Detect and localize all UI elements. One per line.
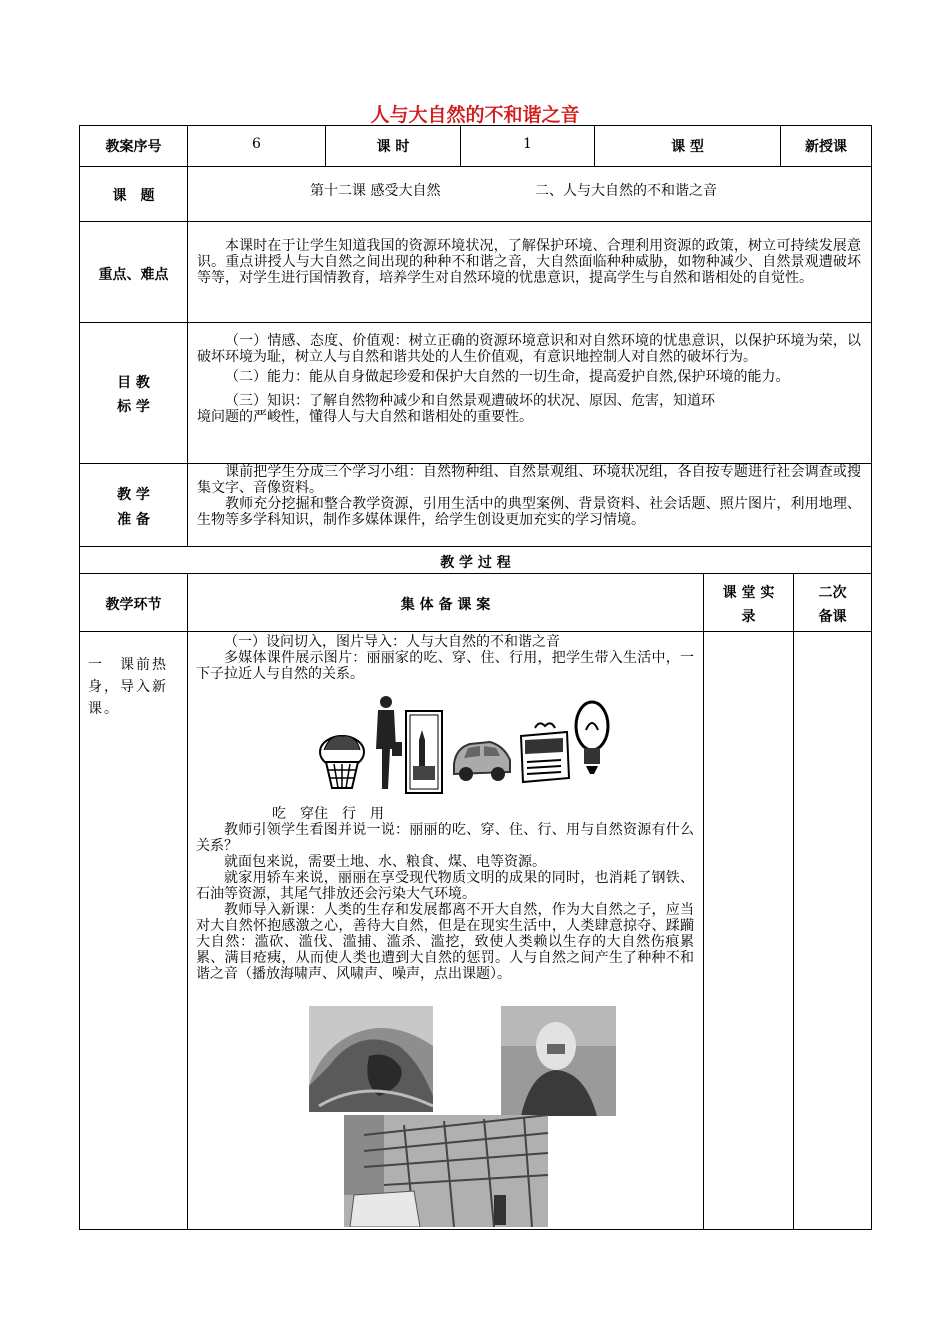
car-icon (450, 724, 514, 788)
goals-ability: （二）能力：能从自身做起珍爱和保护大自然的一切生命，提高爱护自然,保护环境的能力。 (225, 369, 790, 385)
col-stage-header: 教学环节 (105, 597, 162, 613)
prep-label-1: 教 学 (117, 487, 150, 503)
page-title: 人与大自然的不和谐之音 (370, 104, 580, 126)
goals-label-1: 目 教 (117, 375, 150, 391)
goals-knowledge-b: 境问题的严峻性，懂得人与大自然和谐相处的重要性。 (197, 409, 533, 425)
col-record-header-1: 课 堂 实 (722, 585, 775, 601)
goals-emotion: （一）情感、态度、价值观：树立正确的资源环境意识和对自然环境的忧患意识，以保护环境为荣，以破坏环境为耻，树立人与自然和谐共处的人生价值观，有意识地控制人对自然的破坏行为。 (197, 333, 861, 365)
bread-basket-icon (312, 712, 372, 796)
class-hours-value: 1 (523, 136, 532, 152)
lesson-number-label: 教案序号 (105, 139, 162, 155)
process-heading: 教 学 过 程 (440, 555, 511, 571)
light-bulb-icon (572, 686, 612, 782)
tsunami-wave-photo (309, 1006, 433, 1112)
walking-man-icon (368, 694, 404, 794)
stage-1-question: 教师引领学生看图并说一说：丽丽的吃、穿、住、行、用与自然资源有什么关系？ (196, 822, 694, 854)
key-points-label: 重点、难点 (98, 267, 169, 283)
lesson-number-value: 6 (252, 136, 261, 152)
stage-1-show: 多媒体课件展示图片：丽丽家的吃、穿、住、行用，把学生带入生活中，一下子拉近人与自然的关系。 (196, 650, 694, 682)
topic-lesson: 第十二课 感受大自然 (310, 183, 441, 199)
key-points-text: 本课时在于让学生知道我国的资源环境状况，了解保护环境、合理利用资源的政策，树立可持续发展意识。重点讲授人与大自然之间出现的种种不和谐之音，大自然面临种种威胁，如物种减少、自然景观遭破坏等等，对学生进行国情教育，培养学生对自然环境的忧患意识，提高学生与自然和谐相处的自觉性。 (197, 238, 861, 286)
col-plan-header: 集 体 备 课 案 (400, 597, 491, 613)
col-second-header-1: 二次 (818, 585, 847, 601)
stage-1-intro: （一）设问切入，图片导入：人与大自然的不和谐之音 (224, 634, 560, 650)
goals-label-2: 标 学 (117, 399, 150, 415)
topic-section: 二、人与大自然的不和谐之音 (535, 183, 717, 199)
class-hours-label: 课 时 (376, 139, 410, 155)
sandstorm-person-photo (501, 1006, 616, 1116)
stage-1-introduce: 教师导入新课：人类的生存和发展都离不开大自然，作为大自然之子，应当对大自然怀抱感激之心，善待大自然，但是在现实生活中，人类肆意掠夺、蹂躏大自然：滥砍、滥伐、滥捕、滥杀、滥挖，致使人类赖以生存的大自然伤痕累累、满目疮痍，从而使人类也遭到大自然的惩罚。人与自然之间产生了种种不和谐之音（播放海啸声、风啸声、噪声，点出课题）。 (196, 902, 694, 982)
prep-label-2: 准 备 (117, 512, 150, 528)
construction-site-photo (344, 1115, 548, 1227)
col-record-header-2: 录 (741, 609, 756, 625)
prep-groups: 课前把学生分成三个学习小组：自然物种组、自然景观组、环境状况组，各自按专题进行社会调查或搜集文字、音像资料。 (197, 464, 861, 496)
icons-caption: 吃 穿住 行 用 (272, 806, 384, 822)
lesson-type-label: 课 型 (671, 139, 704, 155)
topic-label: 课 题 (112, 188, 155, 204)
stage-1-bread: 就面包来说，需要土地、水、粮食、煤、电等资源。 (224, 854, 546, 870)
prep-resources: 教师充分挖掘和整合教学资源，引用生活中的典型案例、背景资料、社会话题、照片图片，利用地理、生物等多学科知识，制作多媒体课件，给学生创设更加充实的学习情境。 (197, 496, 861, 528)
stove-icon (515, 718, 573, 788)
stage-1-label: 一 课前热身，导入新课。 (88, 657, 168, 717)
lesson-type-value: 新授课 (805, 139, 847, 155)
col-second-header-2: 备课 (818, 609, 847, 625)
building-icon (405, 710, 443, 794)
goals-knowledge-a: （三）知识：了解自然物种减少和自然景观遭破坏的状况、原因、危害，知道环 (225, 393, 715, 409)
stage-1-car: 就家用轿车来说，丽丽在享受现代物质文明的成果的同时，也消耗了钢铁、石油等资源，其尾气排放还会污染大气环境。 (196, 870, 694, 902)
